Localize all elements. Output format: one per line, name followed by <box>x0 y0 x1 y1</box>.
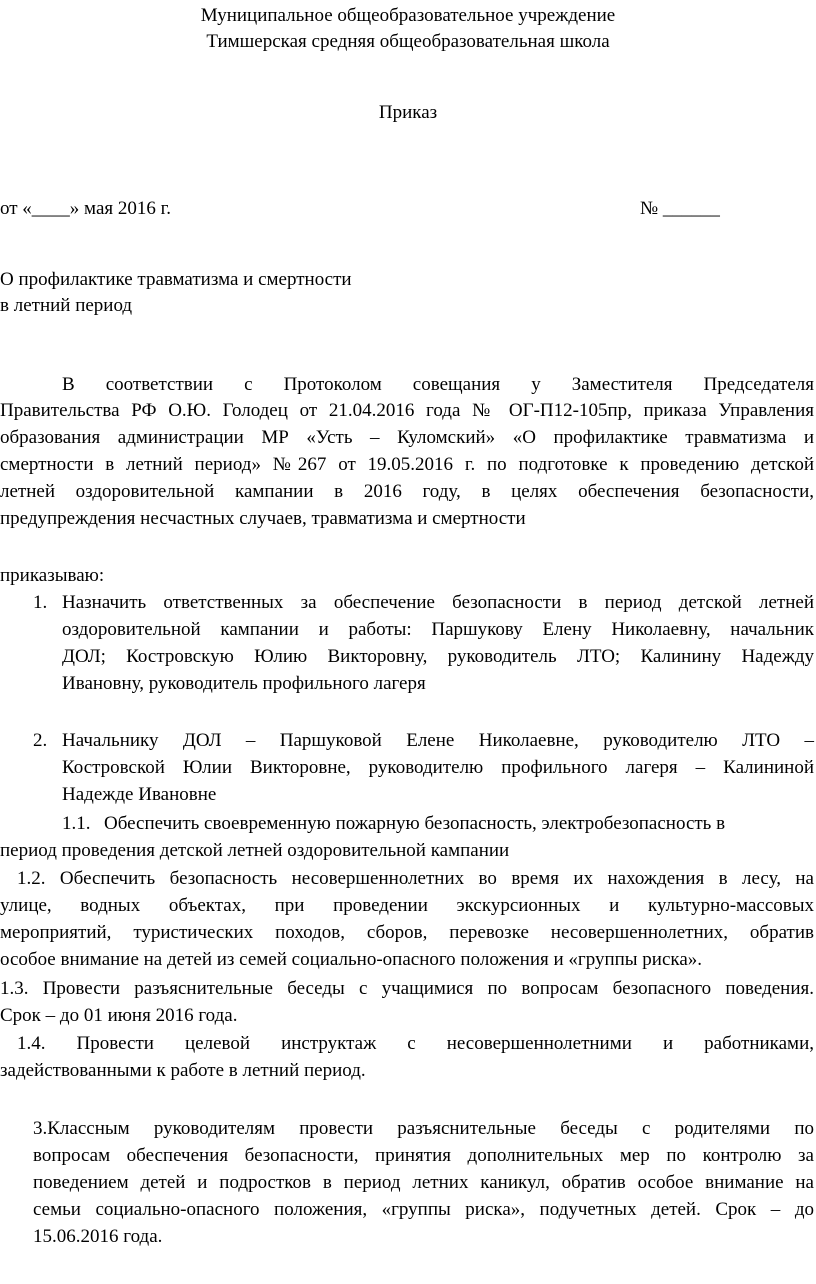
subject-line1: О профилактике травматизма и смертности <box>0 269 352 290</box>
preamble-line: Правительства РФ О.Ю. Голодец от 21.04.2016 года № ОГ-П12-105пр, приказа Управления <box>0 400 814 421</box>
sub1-3-line: 1.3. Провести разъяснительные беседы с учащимися по вопросам безопасного поведения. <box>0 978 814 999</box>
sub1-1-line: Обеспечить своевременную пожарную безопасность, электробезопасность в <box>104 813 726 834</box>
preamble-line: смертности в летний период» №267 от 19.05.2016 г. по подготовке к проведению детской <box>0 454 814 475</box>
item2-line: Начальнику ДОЛ – Паршуковой Елене Николаевне, руководителю ЛТО – <box>62 730 814 751</box>
preamble-line: образования администрации МР «Усть – Куломский» «О профилактике травматизма и <box>0 427 814 448</box>
preamble-line: В соответствии с Протоколом совещания у Заместителя Председателя <box>62 374 814 395</box>
item2-number: 2. <box>33 730 48 751</box>
sub1-2-line: особое внимание на детей из семей социально-опасного положения и «группы риска». <box>0 949 703 970</box>
preamble-line: летней оздоровительной кампании в 2016 году, в целях обеспечения безопасности, <box>0 481 814 502</box>
org-name-line1: Муниципальное общеобразовательное учреждение <box>200 5 616 26</box>
document-title: Приказ <box>378 102 438 123</box>
sub1-2-line: мероприятий, туристических походов, сборов, перевозке несовершеннолетних, обратив <box>0 922 814 943</box>
sub1-4-line: задействованными к работе в летний период. <box>0 1060 366 1081</box>
item3-line: поведением детей и подростков в период летних каникул, обратив особое внимание на <box>33 1172 814 1193</box>
item1-line: Ивановну, руководитель профильного лагеря <box>62 673 426 694</box>
item3-line: вопросам обеспечения безопасности, принятия дополнительных мер по контролю за <box>33 1145 814 1166</box>
org-name-line2: Тимшерская средняя общеобразовательная школа <box>206 31 610 52</box>
order-number: № ______ <box>640 198 720 219</box>
sub1-2-line: улице, водных объектах, при проведении экскурсионных и культурно-массовых <box>0 895 814 916</box>
item2-line: Надежде Ивановне <box>62 784 217 805</box>
item1-line: ДОЛ; Костровскую Юлию Викторовну, руководитель ЛТО; Калинину Надежду <box>62 646 814 667</box>
item1-number: 1. <box>33 592 48 613</box>
item2-line: Костровской Юлии Викторовне, руководителю профильного лагеря – Калининой <box>62 757 814 778</box>
item1-line: Назначить ответственных за обеспечение безопасности в период детской летней <box>62 592 814 613</box>
order-date: от «____» мая 2016 г. <box>0 198 172 219</box>
preamble-line: предупреждения несчастных случаев, травматизма и смертности <box>0 508 526 529</box>
item3-line: 3.Классным руководителям провести разъяснительные беседы с родителями по <box>33 1118 814 1139</box>
item3-line: 15.06.2016 года. <box>33 1226 163 1247</box>
item3-line: семьи социально-опасного положения, «группы риска», подучетных детей. Срок – до <box>33 1199 814 1220</box>
subject-line2: в летний период <box>0 295 133 316</box>
sub1-4-line: 1.4. Провести целевой инструктаж с несовершеннолетними и работниками, <box>17 1033 814 1054</box>
sub1-3-line: Срок – до 01 июня 2016 года. <box>0 1005 238 1026</box>
sub1-1-line: период проведения детской летней оздоровительной кампании <box>0 840 510 861</box>
sub1-1-number: 1.1. <box>62 813 91 834</box>
sub1-2-line: 1.2. Обеспечить безопасность несовершеннолетних во время их нахождения в лесу, на <box>17 868 814 889</box>
order-word: приказываю: <box>0 565 105 586</box>
item1-line: оздоровительной кампании и работы: Паршукову Елену Николаевну, начальник <box>62 619 814 640</box>
